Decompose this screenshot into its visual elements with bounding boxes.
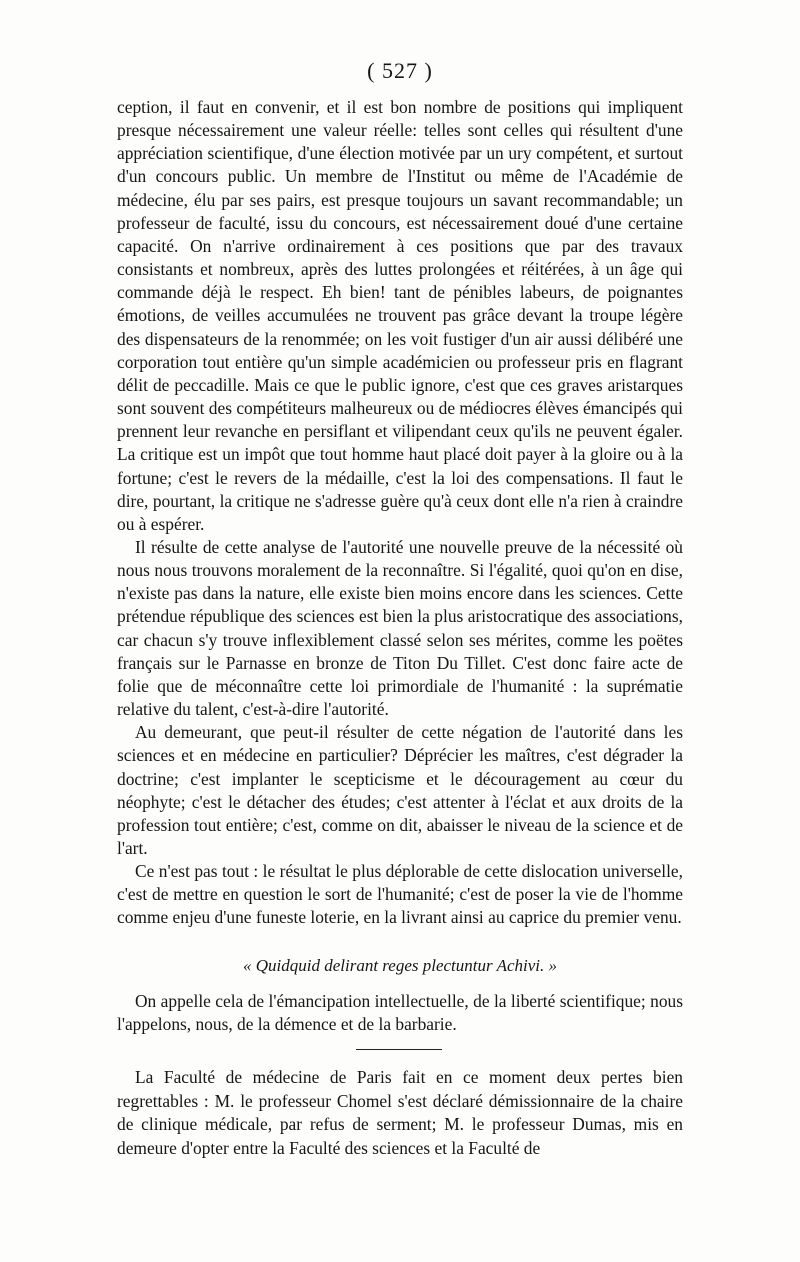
latin-quote: « Quidquid delirant reges plectuntur Achivi. » — [243, 956, 557, 975]
paragraph-4: Ce n'est pas tout : le résultat le plus déplorable de cette dislocation universelle, c'est de mettre en question le sort de l'humanité; c'est de poser la vie de l'homme comme enjeu d'une funeste loterie, en la livrant ainsi au caprice du premier venu. — [117, 861, 683, 928]
paragraph-after-quote: On appelle cela de l'émancipation intellectuelle, de la liberté scientifique; nous l'appelons, nous, de la démence et de la barbarie. — [117, 991, 683, 1035]
paragraph-3: Au demeurant, que peut-il résulter de cette négation de l'autorité dans les sciences et en médecine en particulier? Déprécier les maîtres, c'est dégrader la doctrine; c'est implanter le scepticisme et le découragement au cœur du néophyte; c'est le détacher des études; c'est attenter à l'éclat et aux droits de la profession tout entière; c'est, comme on dit, abaisser le niveau de la science et de l'art. — [117, 722, 683, 858]
news-paragraph: La Faculté de médecine de Paris fait en ce moment deux pertes bien regrettables : M. le professeur Chomel s'est déclaré démissionnaire de la chaire de clinique médicale, par refus de serment; M. le professeur Dumas, mis en demeure d'opter entre la Faculté des sciences et la Faculté de — [117, 1067, 683, 1158]
paragraph-1: ception, il faut en convenir, et il est bon nombre de positions qui impliquent presque nécessairement une valeur réelle: telles sont celles qui résultent d'une appréciation scientifique, d'une élection motivée par un ury compétent, et surtout d'un concours public. Un membre de l'Institut ou même de l'Académie de médecine, élu par ses pairs, est presque toujours un savant recommandable; un professeur de faculté, issu du concours, est nécessairement doué d'une certaine capacité. On n'arrive ordinairement à ces positions que par des travaux consistants et nombreux, après des luttes prolongées et réitérées, à un âge qui commande déjà le respect. Eh bien! tant de pénibles labeurs, de poignantes émotions, de veilles accumulées ne trouvent pas grâce devant la troupe légère des dispensateurs de la renommée; on les voit fustiger d'un air aussi délibéré une corporation tout entière qu'un simple académicien ou professeur pris en flagrant délit de peccadille. Mais ce que le public ignore, c'est que ces graves aristarques sont souvent des compétiteurs malheureux ou de médiocres élèves émancipés qui prennent leur revanche en persiflant et vilipendant ceux qu'ils ne peuvent égaler. La critique est un impôt que tout homme haut placé doit payer à la gloire ou à la fortune; c'est le revers de la médaille, c'est la loi des compensations. Il faut le dire, pourtant, la critique ne s'adresse guère qu'à ceux dont elle n'a rien à craindre ou à espérer. — [117, 97, 683, 534]
closing-text-block — [117, 990, 683, 1036]
paragraph-2: Il résulte de cette analyse de l'autorité une nouvelle preuve de la nécessité où nous nous trouvons moralement de la reconnaître. Si l'égalité, quoi qu'on en dise, n'existe pas dans la nature, elle existe bien moins encore dans les sciences. Cette prétendue république des sciences est bien la plus aristocratique des associations, car chacun s'y trouve inflexiblement classé selon ses mérites, comme les poëtes français sur le Parnasse en bronze de Titon Du Tillet. C'est donc faire acte de folie que de méconnaître cette loi primordiale de l'humanité : la suprématie relative du talent, c'est-à-dire l'autorité. — [117, 536, 683, 720]
main-text-block — [117, 96, 683, 930]
news-text-block — [117, 1066, 683, 1160]
page-number: ( 527 ) — [367, 58, 433, 83]
section-separator — [356, 1049, 442, 1050]
